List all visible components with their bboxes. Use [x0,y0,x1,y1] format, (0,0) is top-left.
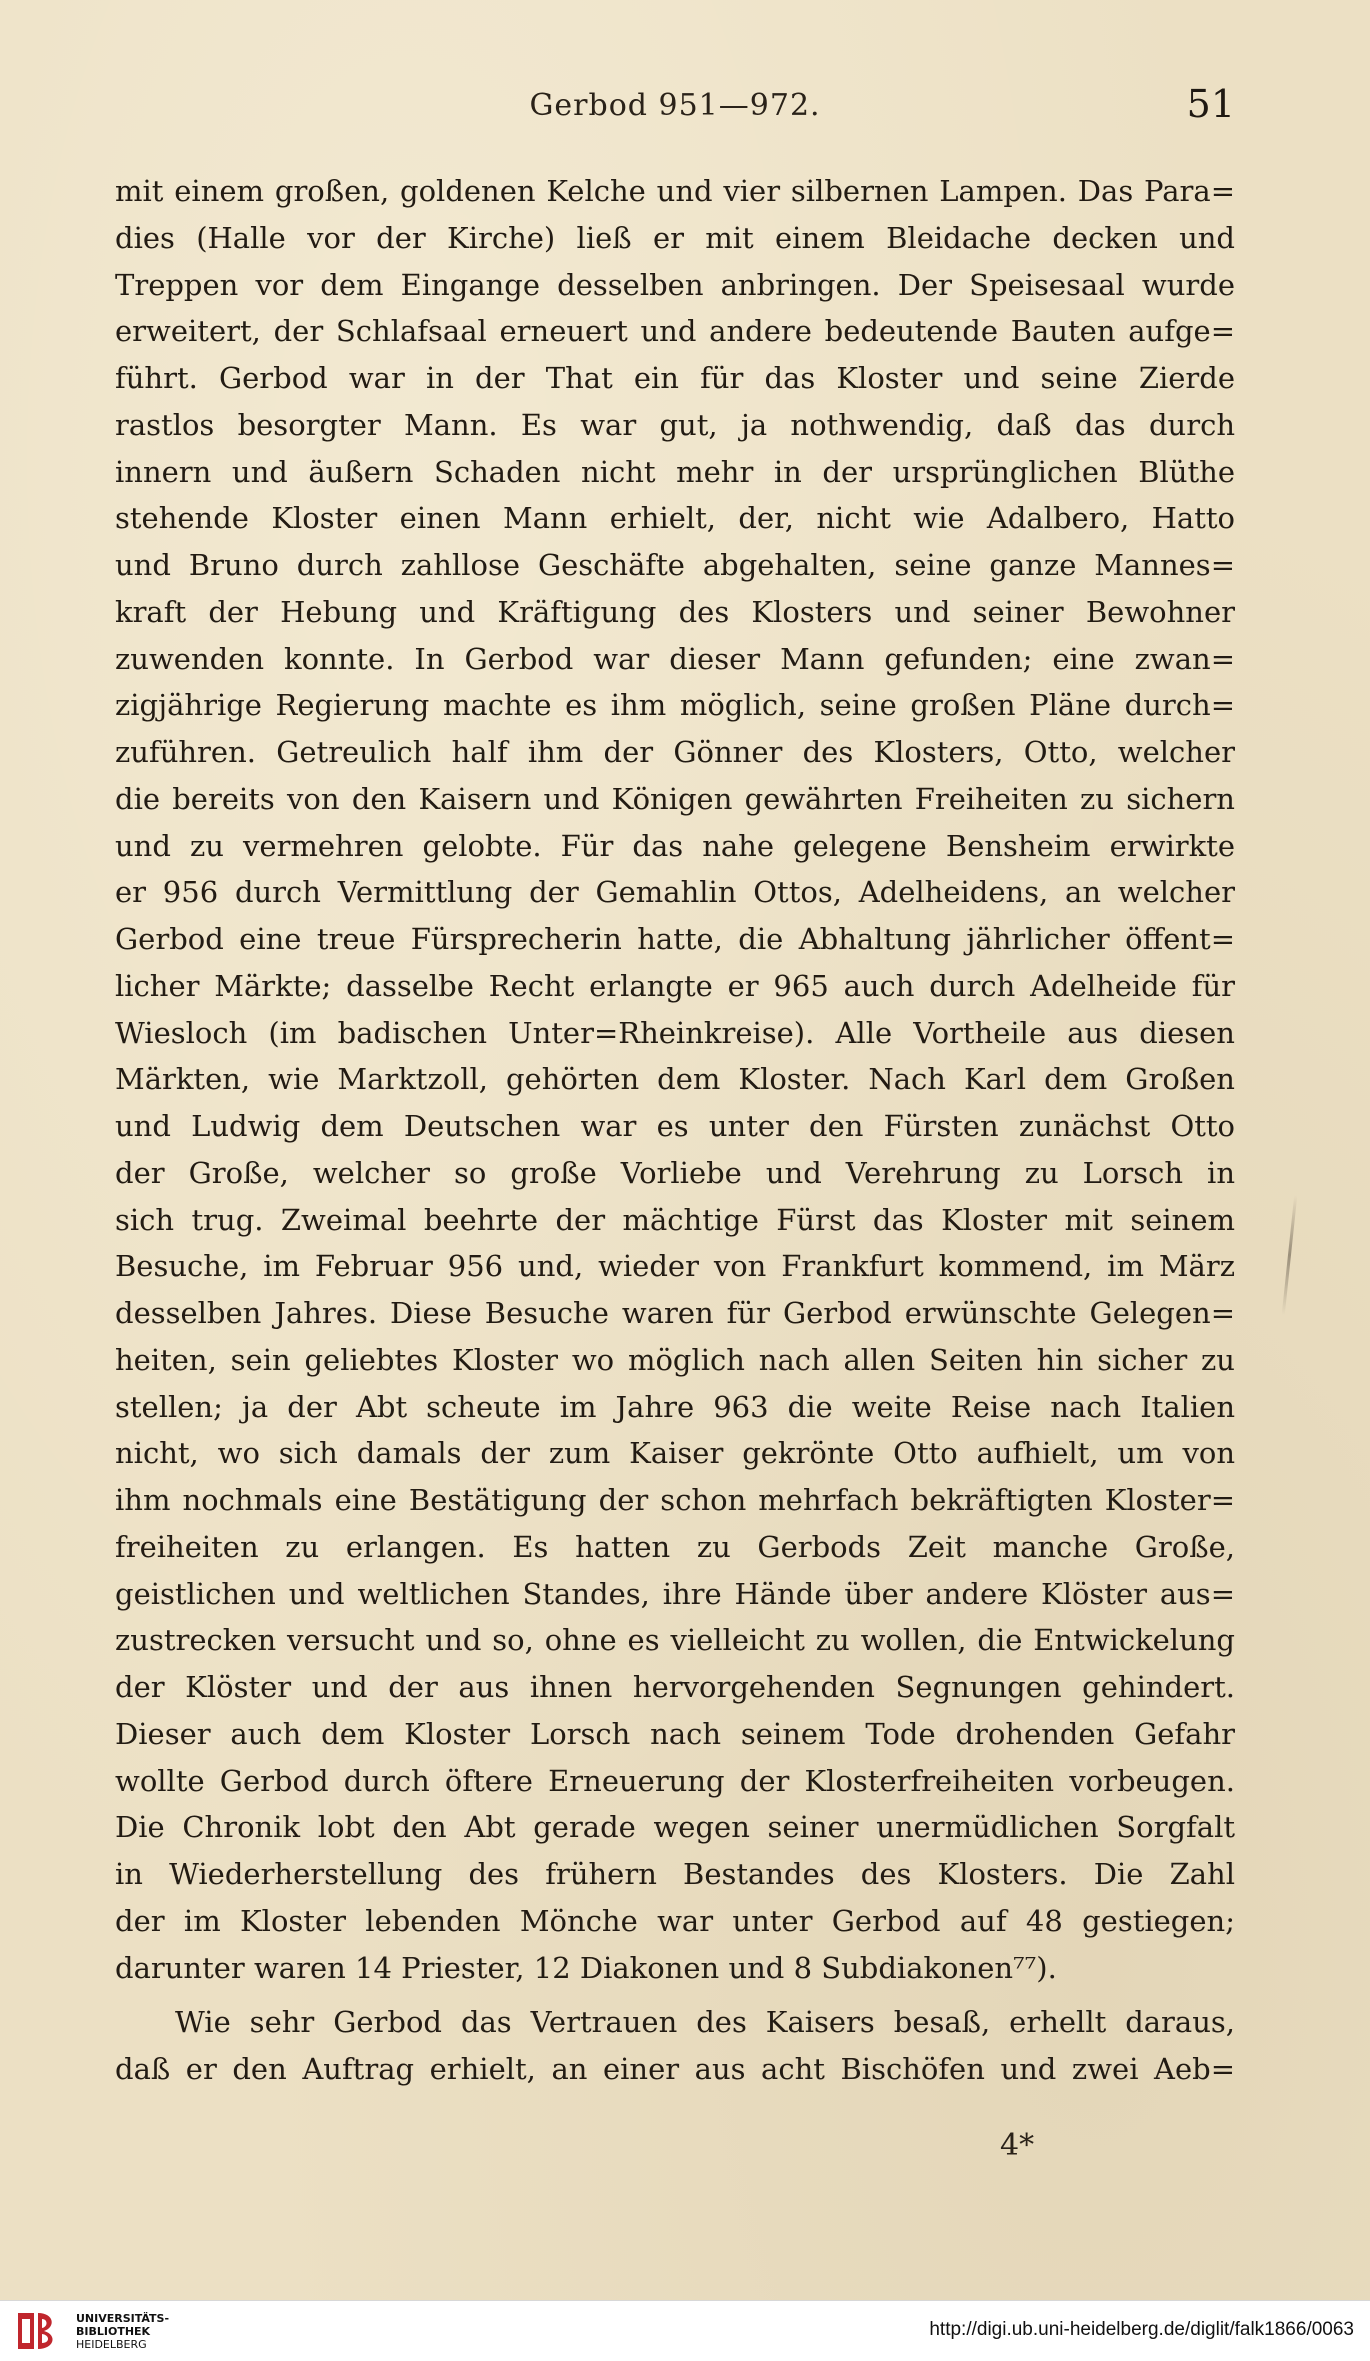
institution-line-2: BIBLIOTHEK [76,2325,151,2338]
text-line: Wiesloch (im badischen Unter=Rheinkreise). Alle Vortheile aus diesen [115,1015,1235,1050]
text-line: stellen; ja der Abt scheute im Jahre 963 die weite Reise nach Italien [115,1389,1235,1424]
text-line: freiheiten zu erlangen. Es hatten zu Gerbods Zeit manche Große, [115,1529,1235,1564]
source-url-link[interactable]: http://digi.ub.uni-heidelberg.de/diglit/falk1866/0063 [929,2319,1354,2340]
text-line: Märkten, wie Marktzoll, gehörten dem Kloster. Nach Karl dem Großen [115,1062,1235,1097]
text-line: daß er den Auftrag erhielt, an einer aus acht Bischöfen und zwei Aeb= [115,2052,1235,2086]
text-line: zuführen. Getreulich half ihm der Gönner des Klosters, Otto, welcher [115,735,1235,769]
text-line: nicht, wo sich damals der zum Kaiser gekrönte Otto aufhielt, um von [115,1436,1235,1471]
text-line: Die Chronik lobt den Abt gerade wegen seiner unermüdlichen Sorgfalt [115,1810,1235,1845]
text-line: licher Märkte; dasselbe Recht erlangte er 965 auch durch Adelheide für [115,968,1235,1003]
text-line: die bereits von den Kaisern und Königen gewährten Freiheiten zu sichern [115,781,1235,816]
text-line: heiten, sein geliebtes Kloster wo möglich nach allen Seiten hin sicher zu [115,1342,1235,1377]
text-line: der im Kloster lebenden Mönche war unter Gerbod auf 48 gestiegen; [115,1903,1235,1938]
page-header [115,82,1235,132]
text-line: und Bruno durch zahllose Geschäfte abgehalten, seine ganze Mannes= [115,548,1235,582]
institution-line-3: HEIDELBERG [76,2338,147,2351]
text-line: sich trug. Zweimal beehrte der mächtige Fürst das Kloster mit seinem [115,1202,1235,1237]
text-line: Besuche, im Februar 956 und, wieder von Frankfurt kommend, im März [115,1249,1235,1284]
heidelberg-university-library-logo[interactable] [14,2309,60,2353]
text-line: zigjährige Regierung machte es ihm möglich, seine großen Pläne durch= [115,688,1235,723]
text-line: er 956 durch Vermittlung der Gemahlin Ottos, Adelheidens, an welcher [115,875,1235,910]
institution-name [76,2312,169,2351]
text-line: kraft der Hebung und Kräftigung des Klosters und seiner Bewohner [115,594,1235,629]
text-line: stehende Kloster einen Mann erhielt, der, nicht wie Adalbero, Hatto [115,501,1235,536]
text-line: zuwenden konnte. In Gerbod war dieser Mann gefunden; eine zwan= [115,641,1235,676]
text-line: wollte Gerbod durch öftere Erneuerung der Klosterfreiheiten vorbeugen. [115,1763,1235,1798]
text-line: ihm nochmals eine Bestätigung der schon mehrfach bekräftigten Kloster= [115,1483,1235,1517]
page-number: 51 [1186,82,1235,126]
text-line: mit einem großen, goldenen Kelche und vier silbernen Lampen. Das Para= [115,174,1235,208]
text-line: innern und äußern Schaden nicht mehr in der ursprünglichen Blüthe [115,454,1235,489]
text-line: geistlichen und weltlichen Standes, ihre Hände über andere Klöster aus= [115,1576,1235,1611]
text-line: rastlos besorgter Mann. Es war gut, ja nothwendig, daß das durch [115,407,1235,442]
text-line: führt. Gerbod war in der That ein für das Kloster und seine Zierde [115,361,1235,395]
text-line: Gerbod eine treue Fürsprecherin hatte, die Abhaltung jährlicher öffent= [115,922,1235,956]
text-line: zustrecken versucht und so, ohne es vielleicht zu wollen, die Entwickelung [115,1623,1235,1658]
text-line: desselben Jahres. Diese Besuche waren für Gerbod erwünschte Gelegen= [115,1296,1235,1330]
viewer-footer [0,2300,1370,2361]
text-line: Treppen vor dem Eingange desselben anbringen. Der Speisesaal wurde [115,267,1235,302]
text-line: der Große, welcher so große Vorliebe und Verehrung zu Lorsch in [115,1155,1235,1190]
text-line: erweitert, der Schlafsaal erneuert und andere bedeutende Bauten aufge= [115,314,1235,349]
text-line: der Klöster und der aus ihnen hervorgehenden Segnungen gehindert. [115,1670,1235,1704]
signature-mark: 4* [1000,2128,1035,2163]
text-line: Dieser auch dem Kloster Lorsch nach seinem Tode drohenden Gefahr [115,1716,1235,1751]
text-line: darunter waren 14 Priester, 12 Diakonen und 8 Subdiakonen⁷⁷). [115,1950,1057,1985]
running-head: Gerbod 951—972. [529,88,821,123]
text-line: Wie sehr Gerbod das Vertrauen des Kaisers besaß, erhellt daraus, [175,2005,1235,2040]
body-text [115,168,1235,2093]
text-line: in Wiederherstellung des frühern Bestandes des Klosters. Die Zahl [115,1857,1235,1891]
institution-line-1: UNIVERSITÄTS- [76,2312,170,2325]
text-line: dies (Halle vor der Kirche) ließ er mit einem Bleidache decken und [115,220,1235,255]
margin-pencil-mark [1282,1195,1298,1315]
text-line: und zu vermehren gelobte. Für das nahe gelegene Bensheim erwirkte [115,828,1235,863]
text-line: und Ludwig dem Deutschen war es unter den Fürsten zunächst Otto [115,1109,1235,1143]
